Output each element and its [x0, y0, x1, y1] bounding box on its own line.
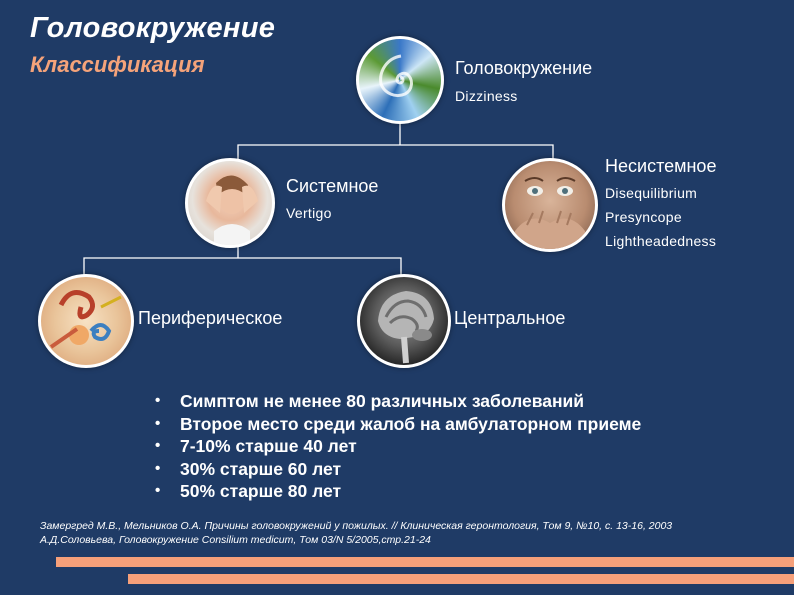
fact-text: 30% старше 60 лет [180, 458, 342, 479]
list-item [152, 435, 641, 458]
list-item [152, 458, 641, 481]
page-subtitle: Классификация [30, 52, 205, 77]
bullet-icon: • [155, 392, 161, 409]
page-title: Головокружение [30, 12, 276, 44]
root-label: Головокружение [455, 58, 593, 78]
connector-root-branches [238, 145, 553, 160]
footer-bar-bottom [128, 574, 794, 584]
list-item [152, 413, 641, 436]
central-label: Центральное [454, 308, 566, 328]
woman-holding-head-image [185, 158, 275, 248]
peripheral-label: Периферическое [138, 308, 283, 328]
brain-mri-image [357, 274, 451, 368]
fact-text: 7-10% старше 40 лет [180, 436, 357, 456]
fact-text: Симптом не менее 80 различных заболеваний [180, 391, 585, 411]
systemic-sub: Vertigo [286, 205, 332, 221]
reference-item: Замергред М.В., Мельников О.А. Причины головокружений у пожилых. // Клиническая геронтология, Том 9, №10, с. 13-16, 2003 [40, 520, 673, 532]
anxious-face-image [502, 158, 598, 252]
references [40, 519, 672, 547]
fact-text: 50% старше 80 лет [180, 481, 342, 501]
spiral-vortex-image [356, 36, 444, 124]
bullet-icon: • [155, 437, 161, 454]
nonsystemic-sub-disequilibrium: Disequilibrium [605, 185, 698, 201]
bullet-icon: • [155, 482, 161, 499]
bullet-icon: • [155, 414, 161, 432]
bullet-icon: • [155, 459, 161, 477]
list-item [152, 390, 641, 413]
nonsystemic-sub-presyncope: Presyncope [605, 209, 682, 225]
nonsystemic-sub-lightheadedness: Lightheadedness [605, 233, 717, 249]
list-item [152, 480, 641, 503]
inner-ear-anatomy-image [38, 274, 134, 368]
systemic-label: Системное [286, 176, 379, 196]
fact-text: Второе место среди жалоб на амбулаторном приеме [180, 413, 642, 434]
root-sub: Dizziness [455, 88, 518, 104]
connector-systemic-branches [84, 258, 401, 275]
facts-list [152, 390, 641, 503]
footer-bar-top [56, 557, 794, 567]
nonsystemic-label: Несистемное [605, 156, 717, 176]
reference-item: А.Д.Соловьева, Головокружение Consilium medicum, Том 03/N 5/2005,стр.21-24 [40, 534, 431, 546]
